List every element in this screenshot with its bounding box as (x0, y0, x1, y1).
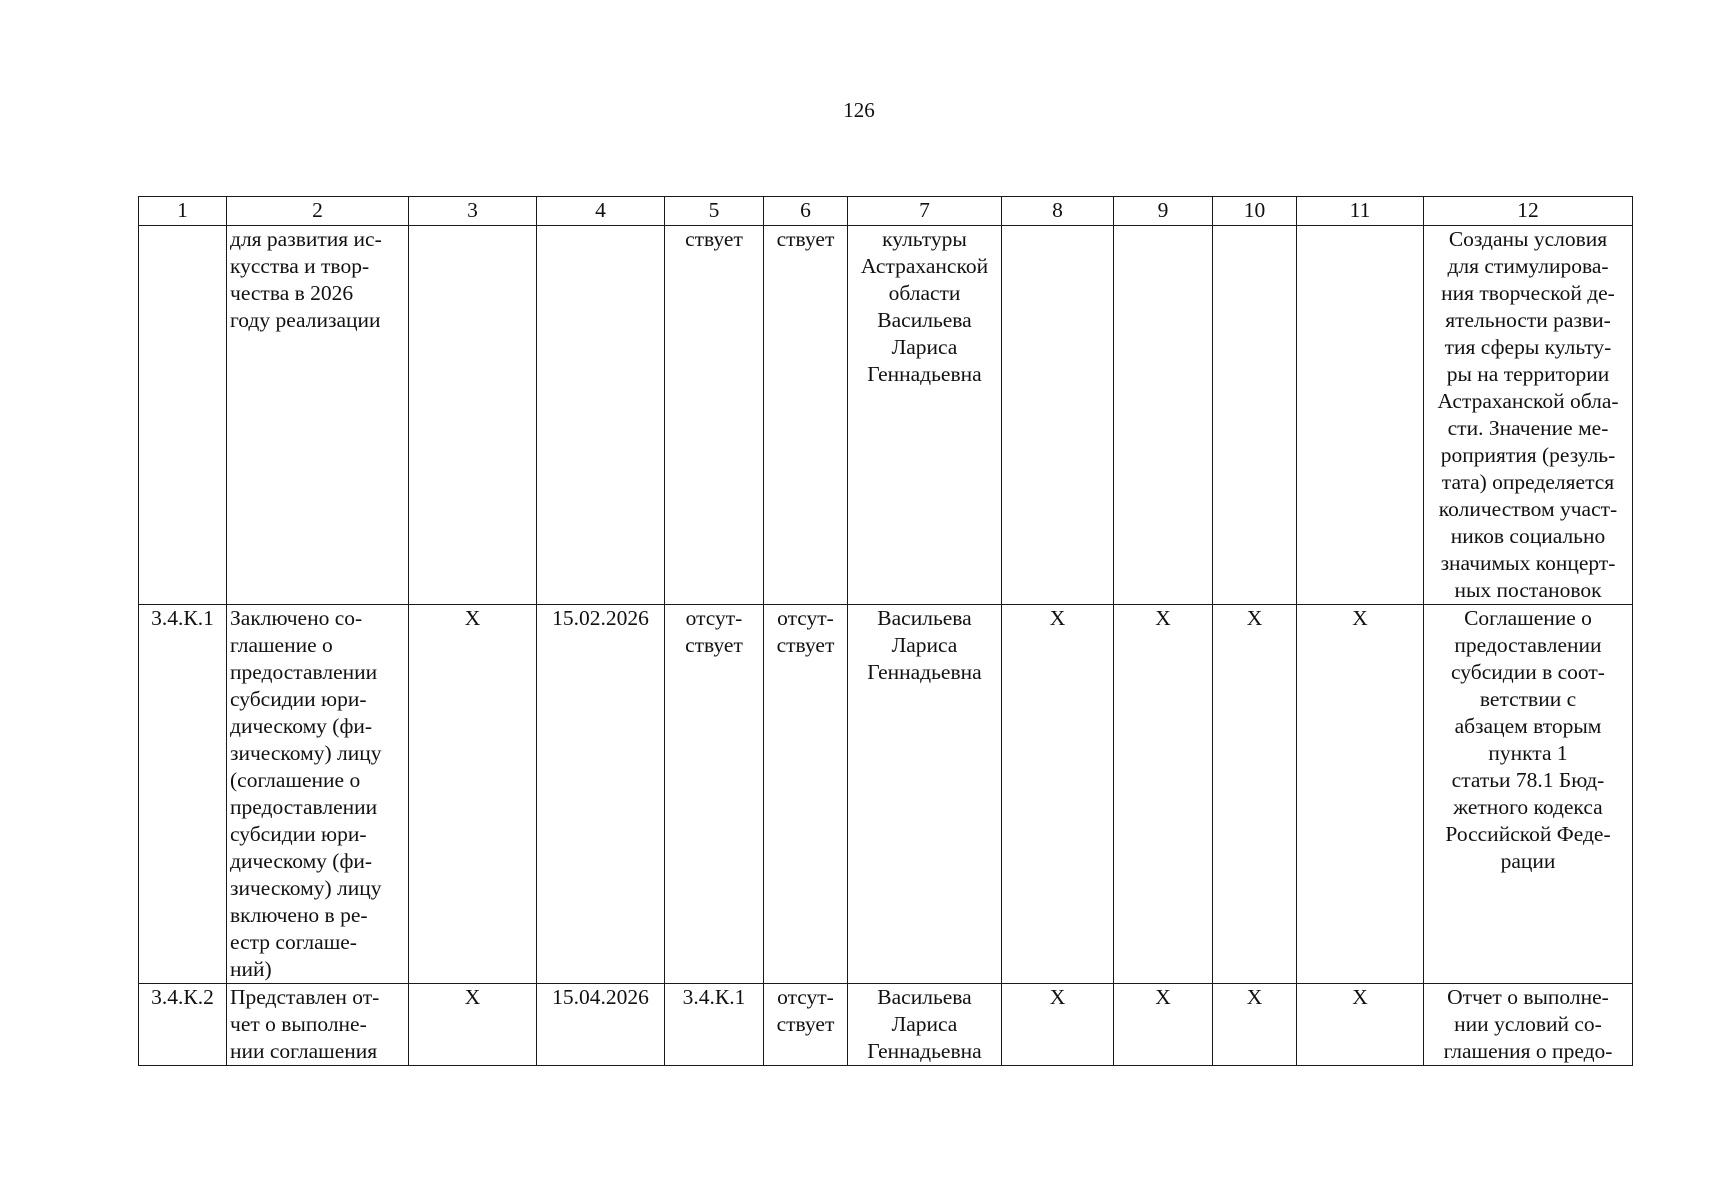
table-row (139, 605, 1633, 984)
cell-col6: отсут- ствует (764, 605, 848, 984)
cell-col5: 3.4.К.1 (665, 984, 764, 1066)
page-number: 126 (843, 98, 875, 122)
column-header: 10 (1213, 197, 1297, 226)
cell-col8 (1002, 226, 1114, 605)
cell-col11: Х (1297, 605, 1424, 984)
cell-date (537, 226, 665, 605)
cell-col3 (409, 226, 537, 605)
cell-code (139, 226, 227, 605)
column-header: 12 (1424, 197, 1633, 226)
cell-col9: Х (1114, 605, 1213, 984)
cell-description: Представлен от- чет о выполне- нии соглашения (227, 984, 409, 1066)
cell-code: 3.4.К.1 (139, 605, 227, 984)
column-header: 5 (665, 197, 764, 226)
cell-code: 3.4.К.2 (139, 984, 227, 1066)
cell-responsible: Васильева Лариса Геннадьевна (848, 984, 1002, 1066)
cell-responsible: культуры Астраханской области Васильева Лариса Геннадьевна (848, 226, 1002, 605)
cell-col10 (1213, 226, 1297, 605)
cell-col9 (1114, 226, 1213, 605)
cell-col5: отсут- ствует (665, 605, 764, 984)
cell-col6: отсут- ствует (764, 984, 848, 1066)
table-row (139, 226, 1633, 605)
cell-col10: Х (1213, 605, 1297, 984)
cell-col8: Х (1002, 605, 1114, 984)
cell-result: Созданы условия для стимулирова- ния творческой де- ятельности разви- тия сферы культу- ры на территории Астраханской обла- сти. Значение ме- роприятия (резуль- тата) определяется количеством участ- ников социально значимых концерт- ных постановок (1424, 226, 1633, 605)
cell-date: 15.02.2026 (537, 605, 665, 984)
cell-result: Отчет о выполне- нии условий со- глашения о предо- (1424, 984, 1633, 1066)
cell-col3: Х (409, 605, 537, 984)
cell-col8: Х (1002, 984, 1114, 1066)
cell-result: Соглашение о предоставлении субсидии в соот- ветствии с абзацем вторым пункта 1 статьи 78.1 Бюд- жетного кодекса Российской Феде- рации (1424, 605, 1633, 984)
cell-col10: Х (1213, 984, 1297, 1066)
cell-col9: Х (1114, 984, 1213, 1066)
cell-col5: ствует (665, 226, 764, 605)
column-header: 9 (1114, 197, 1213, 226)
column-header: 7 (848, 197, 1002, 226)
column-header: 8 (1002, 197, 1114, 226)
column-header: 4 (537, 197, 665, 226)
header-row (139, 197, 1633, 226)
cell-date: 15.04.2026 (537, 984, 665, 1066)
column-header: 3 (409, 197, 537, 226)
cell-col3: Х (409, 984, 537, 1066)
column-header: 11 (1297, 197, 1424, 226)
table-row (139, 984, 1633, 1066)
cell-description: для развития ис- кусства и твор- чества в 2026 году реализации (227, 226, 409, 605)
cell-responsible: Васильева Лариса Геннадьевна (848, 605, 1002, 984)
cell-col11: Х (1297, 984, 1424, 1066)
document-table (138, 196, 1633, 1066)
column-header: 6 (764, 197, 848, 226)
cell-col11 (1297, 226, 1424, 605)
cell-description: Заключено со- глашение о предоставлении субсидии юри- дическому (фи- зическому) лицу (соглашение о предоставлении субсидии юри- дическому (фи- зическому) лицу включено в ре- естр соглаше- ний) (227, 605, 409, 984)
column-header: 1 (139, 197, 227, 226)
column-header: 2 (227, 197, 409, 226)
cell-col6: ствует (764, 226, 848, 605)
